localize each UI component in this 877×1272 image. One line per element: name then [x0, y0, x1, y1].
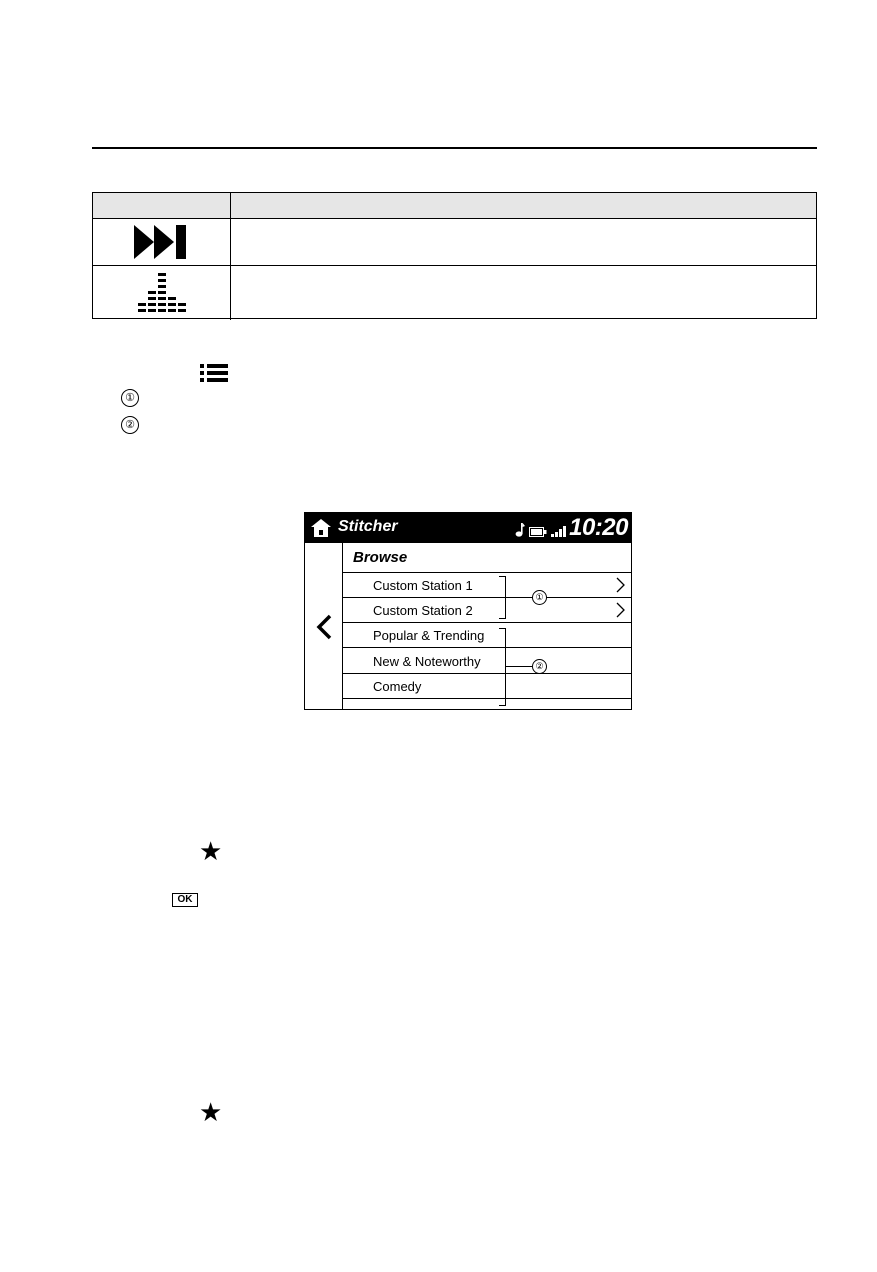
chevron-left-icon — [316, 614, 332, 640]
table-row — [93, 219, 230, 265]
table-header — [93, 193, 816, 219]
skip-forward-icon — [134, 225, 190, 259]
equalizer-icon — [138, 272, 186, 314]
callout-one: ① — [532, 590, 547, 605]
list-item[interactable]: Comedy — [373, 679, 422, 694]
star-icon: ★ — [199, 1097, 223, 1127]
marker-one: ① — [121, 389, 139, 407]
browse-heading: Browse — [353, 549, 408, 566]
music-note-icon — [515, 523, 525, 537]
back-button[interactable] — [305, 543, 343, 710]
group-bracket-one — [499, 576, 506, 619]
app-title: Stitcher — [338, 518, 398, 535]
ok-button-icon: OK — [172, 893, 198, 907]
battery-icon — [529, 527, 547, 537]
list-item[interactable]: New & Noteworthy — [373, 654, 481, 669]
marker-two: ② — [121, 416, 139, 434]
home-icon[interactable] — [311, 519, 331, 537]
list-icon — [200, 364, 228, 382]
status-bar — [305, 513, 631, 543]
chevron-right-icon[interactable] — [616, 577, 626, 593]
list-item[interactable]: Custom Station 1 — [373, 578, 473, 593]
callout-two: ② — [532, 659, 547, 674]
signal-icon — [551, 525, 567, 537]
clock: 10:20 — [569, 514, 628, 541]
table-row — [93, 266, 230, 319]
group-bracket-two — [499, 628, 506, 706]
header-rule — [92, 147, 817, 149]
list-item[interactable]: Popular & Trending — [373, 628, 485, 643]
chevron-right-icon[interactable] — [616, 602, 626, 618]
icon-table — [92, 192, 817, 319]
stitcher-screen — [304, 512, 632, 710]
star-icon: ★ — [199, 836, 223, 866]
list-item[interactable]: Custom Station 2 — [373, 603, 473, 618]
